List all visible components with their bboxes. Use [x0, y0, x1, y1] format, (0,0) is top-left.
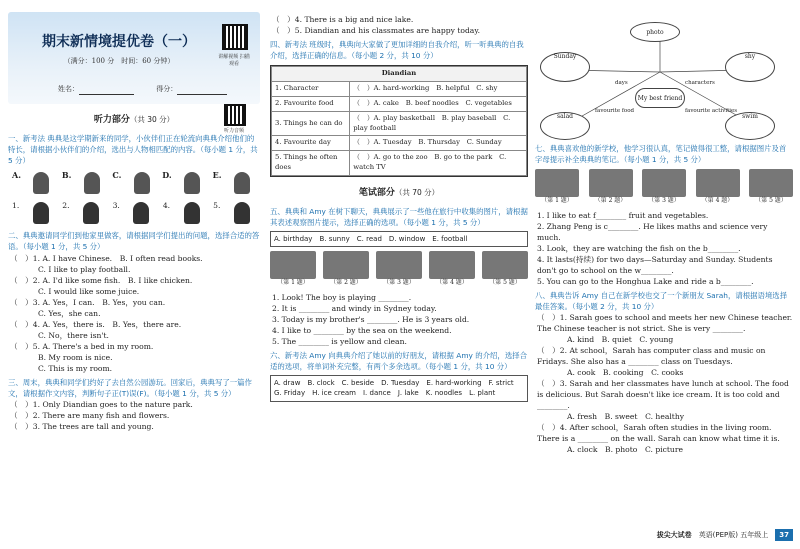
sydney-opera-picture	[323, 251, 369, 279]
kungfu-picture	[228, 170, 256, 196]
q1-instruction: 一、新考法 典典是这学期新来的同学，小伙伴们正在轮流向典典介绍他们的特长，请根据小伙伴们的介绍，选出与人物相匹配的内容。（每小题 1 分，共 5 分）	[8, 134, 258, 166]
q3-item: （ ）2. There are many fish and flowers.	[10, 410, 170, 420]
q2-items: （ ）1. A. I have Chinese. B. I often read books. C. I like to play football. （ ）2. A. I'd like some fish. B. I like chicken. C. I would like some juice. （ ）3. A. Yes，I can. B. Yes，you can. C. Yes，she can. （ ）4. A. Yes，there is. B. Yes，there are. C. No，there isn't. （ ）5. A. There's a bed in my room. B. My room is nice. C. This is my room.	[10, 253, 203, 373]
q5-instruction: 五、典典和 Amy 在树下聊天，典典展示了一些他在旅行中收集的图片，请根据其表述观察图片提示，选择正确的选项。（每小题 1 分，共 5 分）	[270, 207, 528, 228]
skateboard-picture	[27, 170, 55, 196]
option-letter: D.	[162, 170, 172, 181]
item-number: 4.	[162, 201, 171, 211]
bubble-salad: salad	[540, 112, 590, 140]
q5-item: 3. Today is my brother's ________. He is 3 years old.	[272, 315, 470, 325]
q3-item: （ ）4. There is a big and nice lake.	[272, 15, 414, 24]
child-picture	[77, 200, 105, 226]
q6-options-box: A. draw B. clock C. beside D. Tuesday E. hard-working F. strict G. Friday H. ice cream I. dance J. lake K. noodles L. plant	[270, 375, 528, 401]
child-picture	[127, 200, 155, 226]
q5-item: 1. Look! The boy is playing ________.	[272, 293, 412, 303]
column-left	[8, 0, 260, 549]
q8-item: （ ）2. At school，Sarah has computer class and music on Fridays. She also has a ________ class on Tuesdays. A. cook B. cooking C. cooks	[537, 346, 766, 378]
calendar-picture	[696, 169, 740, 197]
q4-instruction: 四、新考法 班级时，典典向大家做了更加详细的自我介绍，听一听典典的自我介绍，选择正确的信息。（每小题 2 分，共 10 分）	[270, 40, 524, 61]
column-right	[535, 0, 793, 549]
qr-video-label: 讲解视频 扫描观看	[218, 54, 250, 68]
item-number: 5.	[213, 201, 221, 211]
table-row: 3. Things he can do （ ）A. play basketball B. play baseball C. play football	[272, 111, 527, 136]
qr-code-audio[interactable]	[224, 104, 246, 126]
vegetables-picture	[535, 169, 579, 197]
boat-picture	[642, 169, 686, 197]
q7-picture-row: （第 1 题） （第 2 题） （第 3 题） （第 4 题） （第 5 题）	[535, 169, 793, 206]
option-letter: A.	[12, 170, 21, 181]
child-picture	[178, 200, 206, 226]
item-number: 1.	[12, 201, 20, 211]
exam-title: 期末新情境提优卷（一）	[42, 34, 196, 50]
footer-subject: 英语(PEP版) 五年级上	[698, 530, 769, 539]
bubble-center: My best friend	[635, 88, 685, 108]
q7-instruction: 七、典典喜欢他的新学校，他学习很认真，笔记做得很工整，请根据图片及首字母提示补全典典的笔记。（每小题 1 分，共 5 分）	[535, 144, 787, 165]
score-field[interactable]	[177, 84, 227, 95]
exam-header	[8, 12, 260, 104]
student-picture	[589, 169, 633, 197]
link-label: favourite food	[595, 108, 635, 114]
q7-item: 4. It lasts(持续) for two days—Saturday and Sunday. Students don't go to school on the w________.	[537, 254, 773, 275]
listening-section-title: 听力部分（共 30 分）	[93, 115, 175, 125]
q2-instruction: 二、典典邀请同学们到他家里做客，请根据同学们提出的问题，选择合适的答语。（每小题 1 分，共 5 分）	[8, 231, 260, 252]
window-picture	[482, 251, 528, 279]
table-row: 4. Favourite day （ ）A. Tuesday B. Thursday C. Sunday	[272, 136, 527, 151]
option-letter: B.	[61, 170, 72, 181]
cake-picture	[376, 251, 422, 279]
child-picture	[27, 200, 55, 226]
page-footer	[657, 529, 793, 541]
link-label: favourite activities	[685, 108, 738, 114]
option-letter: E.	[212, 170, 222, 181]
bubble-shy: shy	[725, 52, 775, 82]
footer-brand: 拔尖大试卷	[656, 530, 692, 539]
q4-table	[270, 65, 528, 177]
q3-instruction: 三、周末，典典和同学们约好了去自然公园游玩。回家后，典典写了一篇作文，请根据作文内容，判断句子正(T)误(F)。（每小题 1 分，共 5 分）	[8, 377, 252, 398]
q8-item: （ ）3. Sarah and her classmates have lunch at school. The food is delicious. But Sarah doesn't like ice cream. It is too cold and ________. A. fresh B. sweet C. healthy	[537, 379, 789, 422]
q5-picture-row: （第 1 题） （第 2 题） （第 3 题） （第 4 题） （第 5 题）	[270, 251, 528, 288]
mind-map	[535, 0, 793, 140]
q7-item: 3. Look，they are watching the fish on the b________.	[537, 243, 741, 253]
table-row: 2. Favourite food （ ）A. cake B. beef noodles C. vegetables	[272, 96, 527, 111]
basketball-picture	[128, 170, 156, 196]
item-number: 3.	[112, 201, 120, 211]
q7-item: 1. I like to eat f________ fruit and vegetables.	[537, 210, 709, 220]
q6-instruction: 六、新考法 Amy 向典典介绍了她以前的好朋友，请根据 Amy 的介绍，选择合适的选项，将单词补充完整，有两个多余选项。（每小题 1 分，共 10 分）	[270, 351, 527, 372]
q8-item: （ ）4. After school，Sarah often studies in the living room. There is a ________ on the wall. Sarah can know what time it is. A. clock B. photo C. picture	[537, 423, 780, 455]
page-number: 37	[775, 529, 793, 541]
option-letter: C.	[112, 170, 122, 181]
q1-people-row	[12, 200, 256, 226]
name-score-row	[58, 84, 227, 95]
bubble-swim: swim	[725, 112, 775, 140]
q3-item: （ ）3. The trees are tall and young.	[10, 421, 154, 431]
name-field[interactable]	[79, 84, 134, 95]
table-row: 5. Things he often does （ ）A. go to the zoo B. go to the park C. watch TV	[272, 151, 527, 176]
link-label: characters	[685, 80, 715, 86]
bike-picture	[749, 169, 793, 197]
qr-code-video[interactable]	[222, 24, 248, 50]
q1-picture-row	[12, 170, 256, 196]
column-middle	[270, 0, 528, 549]
q8-instruction: 八、典典告诉 Amy 自己在新学校也交了一个新朋友 Sarah，请根据语境选择最佳答案。（每小题 2 分，共 10 分）	[535, 290, 788, 312]
q5-item: 5. The ________ is yellow and clean.	[272, 337, 407, 347]
name-label: 姓名：	[58, 85, 79, 93]
child-picture	[228, 200, 256, 226]
dancing-picture	[178, 170, 206, 196]
q3-item: （ ）5. Diandian and his classmates are happy today.	[272, 26, 481, 35]
qr-audio-label: 听力音频	[223, 128, 244, 134]
singing-picture	[78, 170, 106, 196]
q8-item: （ ）1. Sarah goes to school and meets her new Chinese teacher. The Chinese teacher is not strict. She is very ________. A. kind B. quiet C. young	[537, 313, 793, 345]
score-label: 得分：	[156, 85, 178, 93]
exam-subtitle: （满分：100 分 时间：60 分钟）	[63, 57, 175, 66]
q5-item: 2. It is ________ and windy in Sydney today.	[272, 304, 437, 314]
link-label: days	[615, 80, 628, 86]
table-row: 1. Character （ ）A. hard-working B. helpful C. shy	[272, 82, 527, 97]
bubble-photo: photo	[630, 22, 680, 42]
reading-picture	[429, 251, 475, 279]
q5-item: 4. I like to ________ by the sea on the weekend.	[272, 326, 452, 336]
q7-item: 2. Zhang Peng is c________. He likes maths and science very much.	[537, 221, 768, 242]
q7-item: 5. You can go to the Honghua Lake and ride a b________.	[537, 276, 754, 286]
writing-section-title: 笔试部分（共 70 分）	[358, 187, 440, 198]
q5-options-box: A. birthday B. sunny C. read D. window E. football	[270, 231, 528, 247]
item-number: 2.	[62, 201, 70, 211]
bubble-sunday: Sunday	[540, 52, 590, 82]
q3-item: （ ）1. Only Diandian goes to the nature park.	[10, 399, 193, 409]
football-picture	[270, 251, 316, 279]
table-title: Diandian	[272, 67, 527, 82]
